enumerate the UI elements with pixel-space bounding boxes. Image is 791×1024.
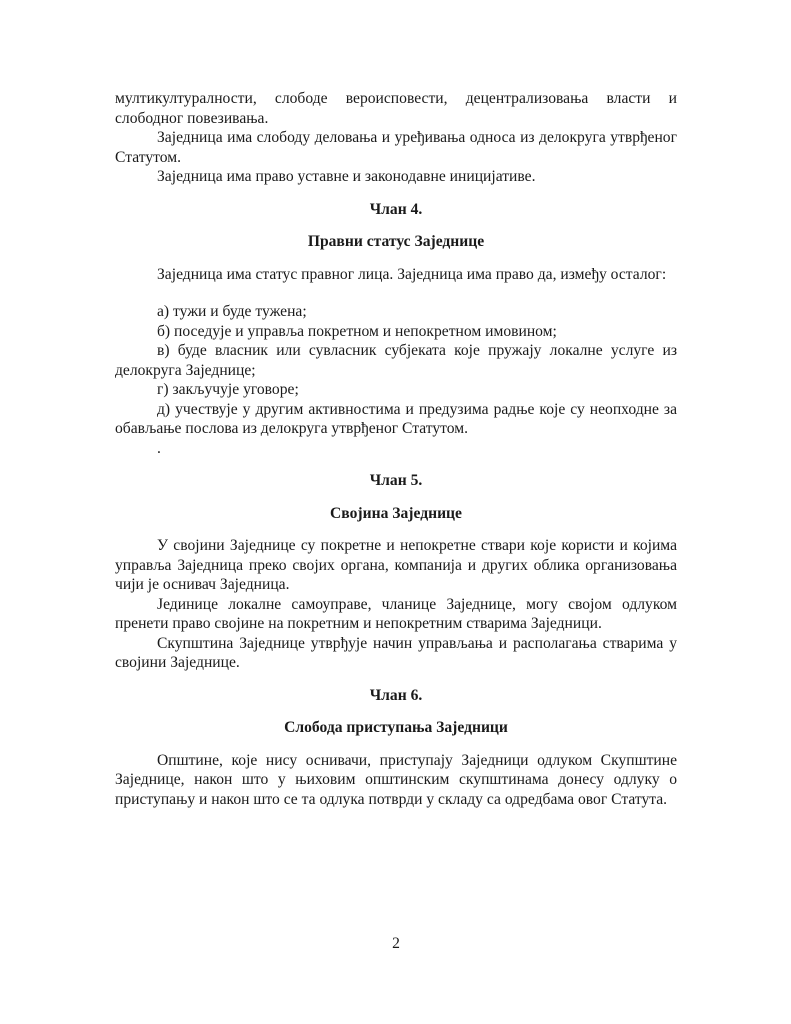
list-item-paragraph: в) буде власник или сувласник субјеката које пружају локалне услуге из делокруга Заједнице;	[115, 342, 677, 379]
body-paragraph: Заједница има право уставне и законодавне иницијативе.	[157, 168, 536, 185]
stray-period-paragraph: .	[157, 439, 161, 457]
article-title-heading: Слобода приступања Заједници	[284, 719, 508, 736]
article-number-heading: Члан 4.	[369, 200, 423, 218]
article-title-heading: Правни статус Заједнице	[307, 233, 485, 250]
list-item-paragraph: б) поседује и управља покретном и непокретном имовином;	[157, 322, 557, 340]
body-paragraph: Јединице локалне самоуправе, чланице Заједнице, могу својом одлуком пренети право својине на покретним и непокретним стварима Заједници.	[115, 595, 677, 632]
article-number-heading: Члан 5.	[369, 472, 423, 489]
body-paragraph: Скупштина Заједнице утврђује начин управљања и располагања стварима у својини Заједнице.	[115, 634, 677, 671]
body-paragraph: мултикултуралности, слободе вероисповести, децентрализовања власти и слободног повезивања.	[115, 90, 677, 127]
page-number: 2	[392, 935, 400, 952]
article-number-heading: Члан 6.	[369, 686, 423, 704]
list-item-paragraph: а) тужи и буде тужена;	[157, 303, 307, 320]
body-paragraph: У својини Заједнице су покретне и непокретне ствари које користи и којима управља Заједница преко својих органа, компанија и других облика организовања чији је оснивач Заједница.	[115, 537, 677, 593]
list-item-paragraph: д) учествује у другим активностима и предузима радње које су неопходне за обављање послова из делокруга утврђеног Статутом.	[115, 400, 677, 437]
body-paragraph: Заједница има слободу деловања и уређивања односа из делокруга утврђеног Статутом.	[115, 129, 677, 166]
document-body	[115, 89, 677, 809]
article-title-heading: Својина Заједнице	[330, 504, 462, 522]
body-paragraph: Општине, које нису оснивачи, приступају Заједници одлуком Скупштине Заједнице, након што у њиховим општинским скупштинама донесу одлуку о приступању и након што се та одлука потврди у складу са одредбама овог Статута.	[115, 751, 677, 808]
list-item-paragraph: г) закључује уговоре;	[157, 381, 299, 398]
body-paragraph: Заједница има статус правног лица. Заједница има право да, између осталог:	[157, 265, 667, 283]
